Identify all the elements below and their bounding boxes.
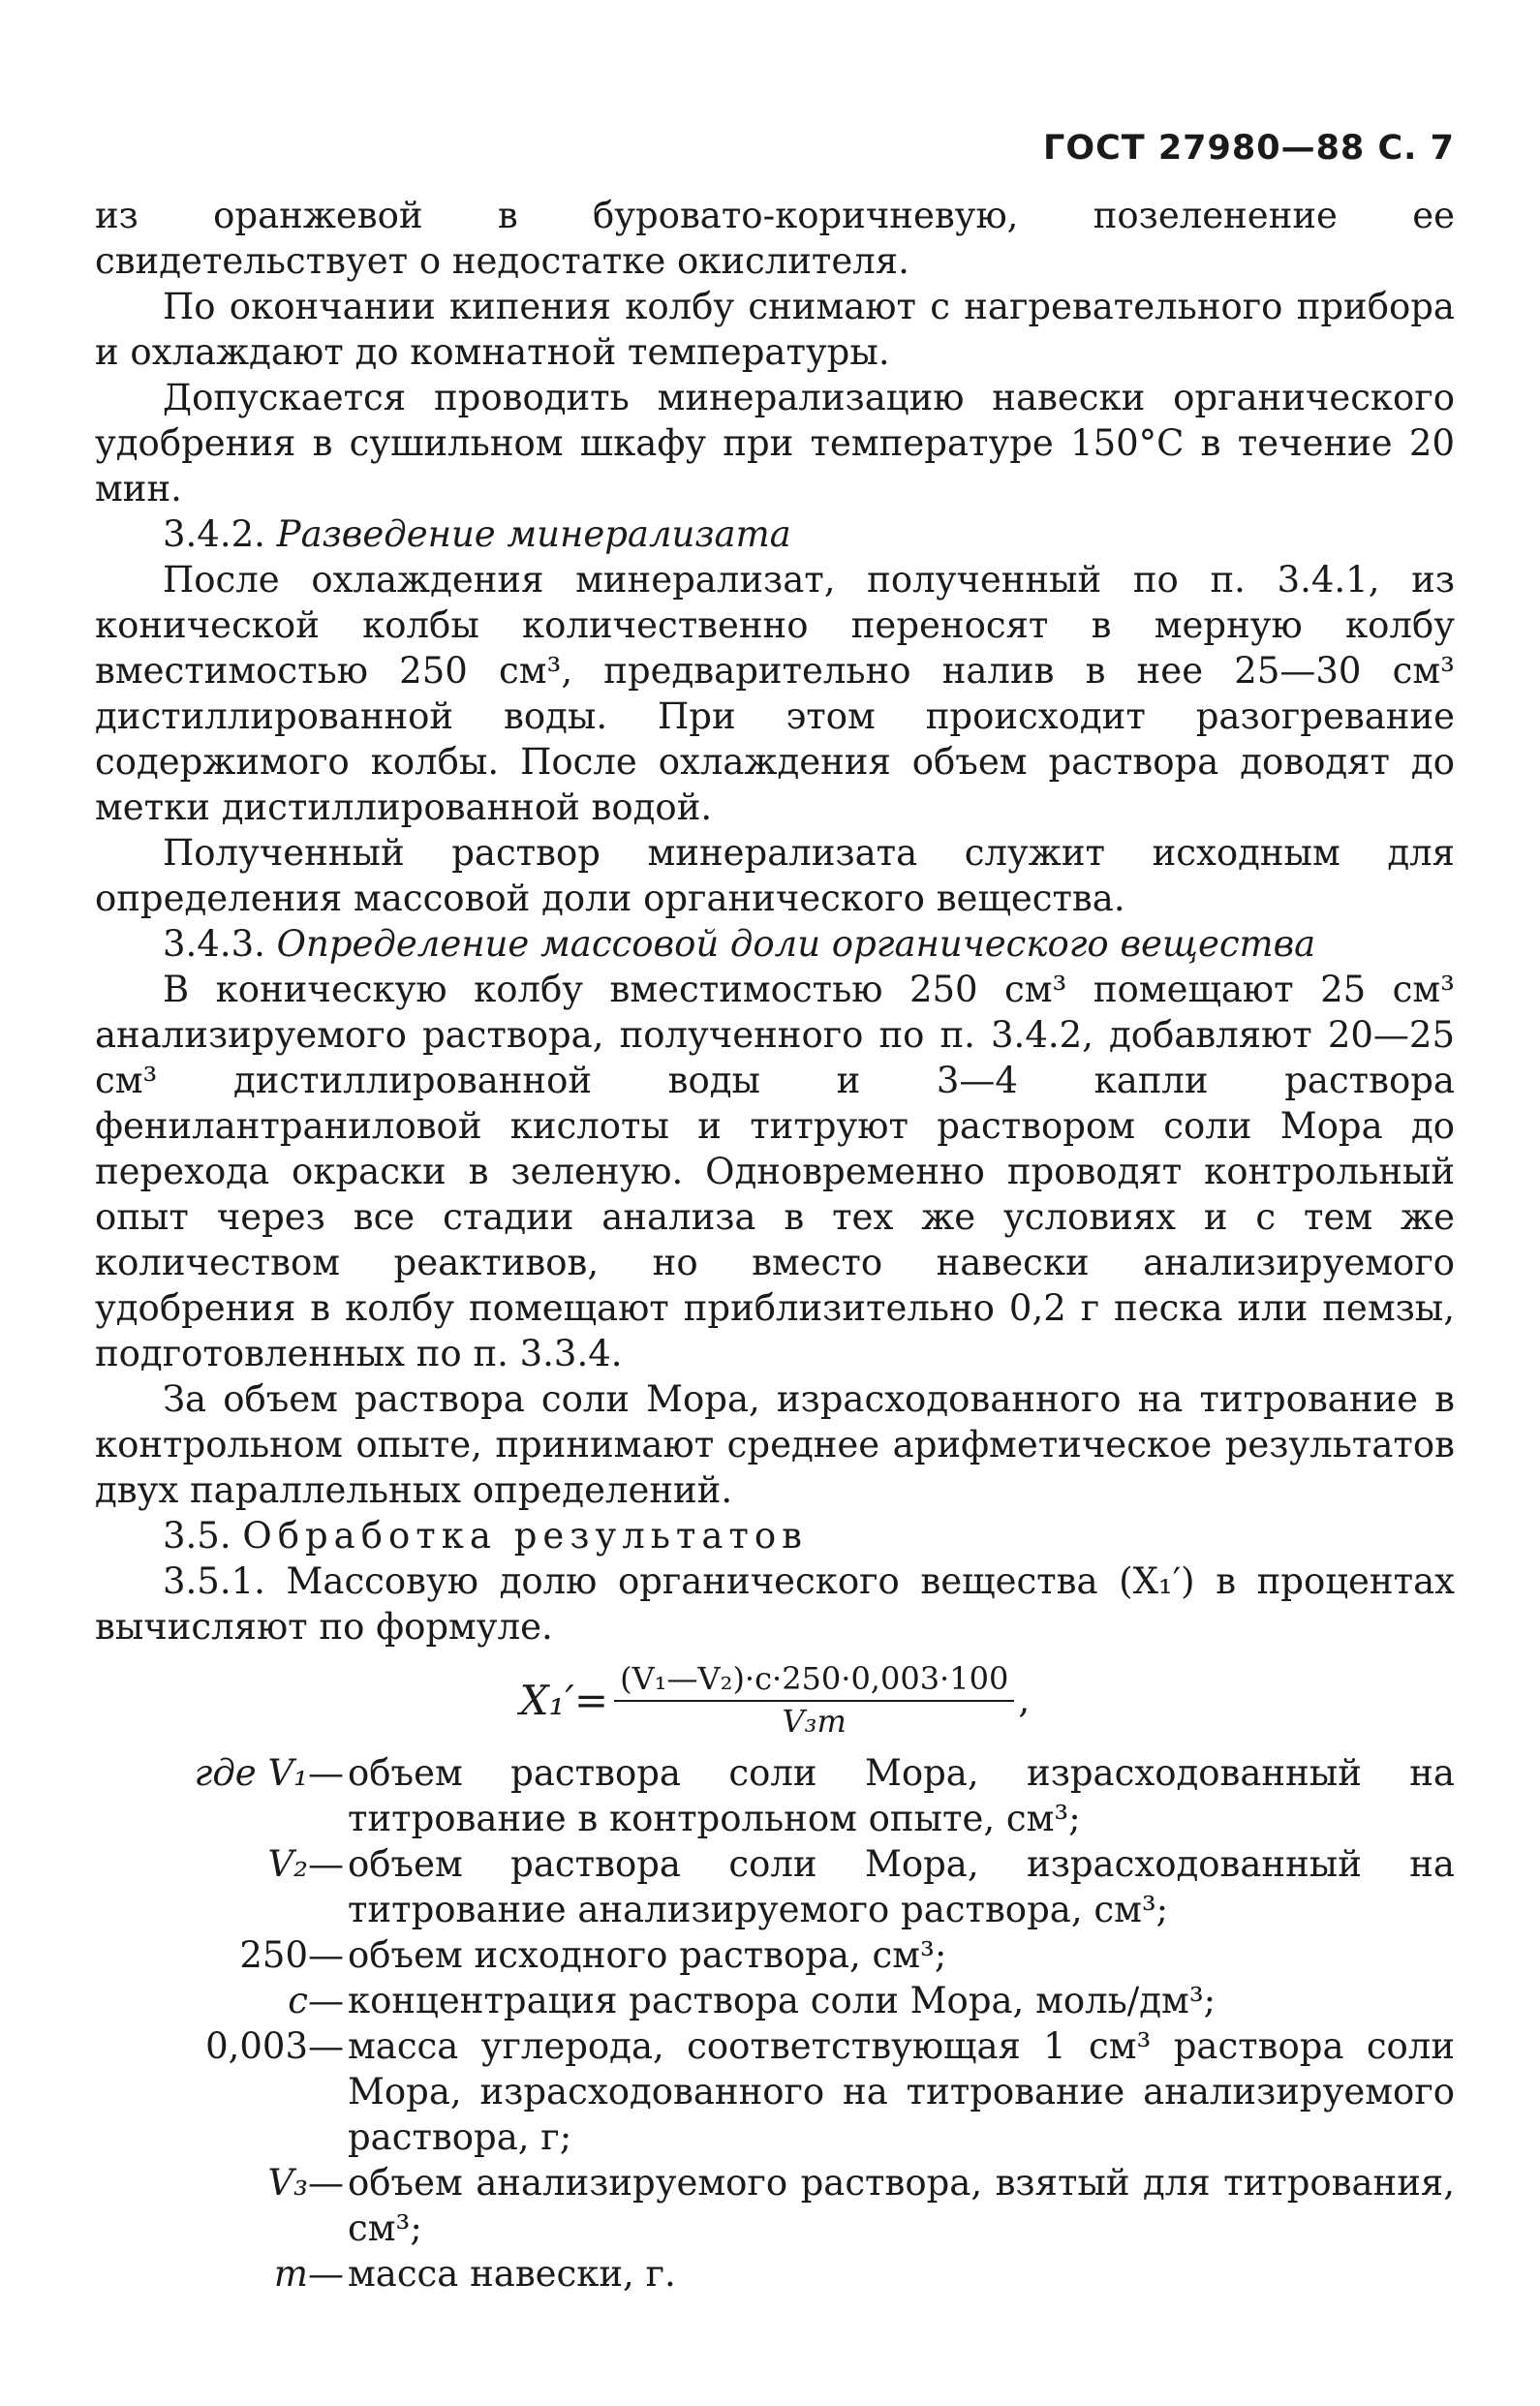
definition-item	[95, 1932, 1455, 1978]
definition-dash: —	[308, 2025, 344, 2067]
definition-item	[95, 2251, 1455, 2297]
definition-item	[95, 2160, 1455, 2251]
definition-symbol: где V₁	[194, 1752, 308, 1794]
definition-symbol: 0,003	[205, 2025, 308, 2067]
definition-text: объем анализируемого раствора, взятый для титрования, см³;	[348, 2162, 1455, 2249]
section-3-4-3-heading	[95, 921, 1455, 967]
definition-symbol: m	[273, 2253, 308, 2295]
formula-tail: ,	[1018, 1678, 1031, 1721]
paragraph-1: из оранжевой в буровато-коричневую, позеленение ее свидетельствует о недостатке окислителя.	[95, 195, 1455, 282]
definition-symbol: V₃	[267, 2162, 308, 2204]
section-number: 3.4.3.	[163, 923, 265, 965]
formula-numerator: (V₁—V₂)·c·250·0,003·100	[614, 1659, 1014, 1702]
definition-symbol: c	[288, 1980, 308, 2021]
definition-text: объем раствора соли Мора, израсходованный на титрование анализируемого раствора, см³;	[348, 1843, 1455, 1930]
paragraph-2: По окончании кипения колбу снимают с нагревательного прибора и охлаждают до комнатной температуры.	[95, 286, 1455, 373]
definition-item	[95, 1750, 1455, 1841]
paragraph-5: Полученный раствор минерализата служит исходным для определения массовой доли органического вещества.	[95, 832, 1455, 919]
section-number: 3.5.	[163, 1515, 231, 1557]
definition-dash: —	[308, 1934, 344, 1976]
section-number: 3.4.2.	[163, 513, 265, 555]
paragraph-4: После охлаждения минерализат, полученный по п. 3.4.1, из конической колбы количественно переносят в мерную колбу вместимостью 250 см³, предварительно налив в нее 25—30 см³ дистиллированной воды. При этом происходит разогревание содержимого колбы. После охлаждения объем раствора доводят до метки дистиллированной водой.	[95, 559, 1455, 828]
section-title: Обработка результатов	[242, 1515, 808, 1557]
paragraph-7: За объем раствора соли Мора, израсходованного на титрование в контрольном опыте, принимают среднее арифметическое результатов двух параллельных определений.	[95, 1378, 1455, 1511]
definition-dash: —	[308, 1980, 344, 2021]
formula	[95, 1659, 1455, 1741]
definition-dash: —	[308, 1843, 344, 1885]
section-3-5-heading	[95, 1513, 1455, 1558]
definition-text: объем раствора соли Мора, израсходованный на титрование в контрольном опыте, см³;	[348, 1752, 1455, 1839]
section-title: Определение массовой доли органического вещества	[276, 923, 1316, 965]
definition-item	[95, 1841, 1455, 1932]
formula-denominator: V₃m	[782, 1703, 847, 1740]
definition-item	[95, 1978, 1455, 2023]
paragraph-8: 3.5.1. Массовую долю органического вещества (X₁′) в процентах вычисляют по формуле.	[95, 1560, 1455, 1648]
definition-dash: —	[308, 2162, 344, 2204]
section-3-4-2-heading	[95, 511, 1455, 557]
paragraph-6: В коническую колбу вместимостью 250 см³ помещают 25 см³ анализируемого раствора, полученного по п. 3.4.2, добавляют 20—25 см³ дистиллированной воды и 3—4 капли раствора фенилантраниловой кислоты и титруют раствором соли Мора до перехода окраски в зеленую. Одновременно проводят контрольный опыт через все стадии анализа в тех же условиях и с тем же количеством реактивов, но вместо навески анализируемого удобрения в колбу помещают приблизительно 0,2 г песка или пемзы, подготовленных по п. 3.3.4.	[95, 969, 1455, 1374]
definition-text: масса углерода, соответствующая 1 см³ раствора соли Мора, израсходованного на титрование анализируемого раствора, г;	[348, 2025, 1455, 2158]
definition-dash: —	[308, 1752, 344, 1794]
formula-fraction	[614, 1659, 1014, 1741]
definition-dash: —	[308, 2253, 344, 2295]
definition-text: концентрация раствора соли Мора, моль/дм³;	[348, 1980, 1217, 2021]
section-title: Разведение минерализата	[276, 513, 791, 555]
definition-text: объем исходного раствора, см³;	[348, 1934, 947, 1976]
definition-symbol: 250	[239, 1934, 308, 1976]
page-header: ГОСТ 27980—88 С. 7	[1043, 129, 1455, 168]
definitions-list	[95, 1750, 1455, 2297]
paragraph-3: Допускается проводить минерализацию навески органического удобрения в сушильном шкафу при температуре 150°С в течение 20 мин.	[95, 377, 1455, 509]
definition-item	[95, 2023, 1455, 2160]
definition-text: масса навески, г.	[348, 2253, 676, 2295]
definition-symbol: V₂	[267, 1843, 308, 1885]
formula-lhs: X₁′=	[519, 1676, 609, 1724]
